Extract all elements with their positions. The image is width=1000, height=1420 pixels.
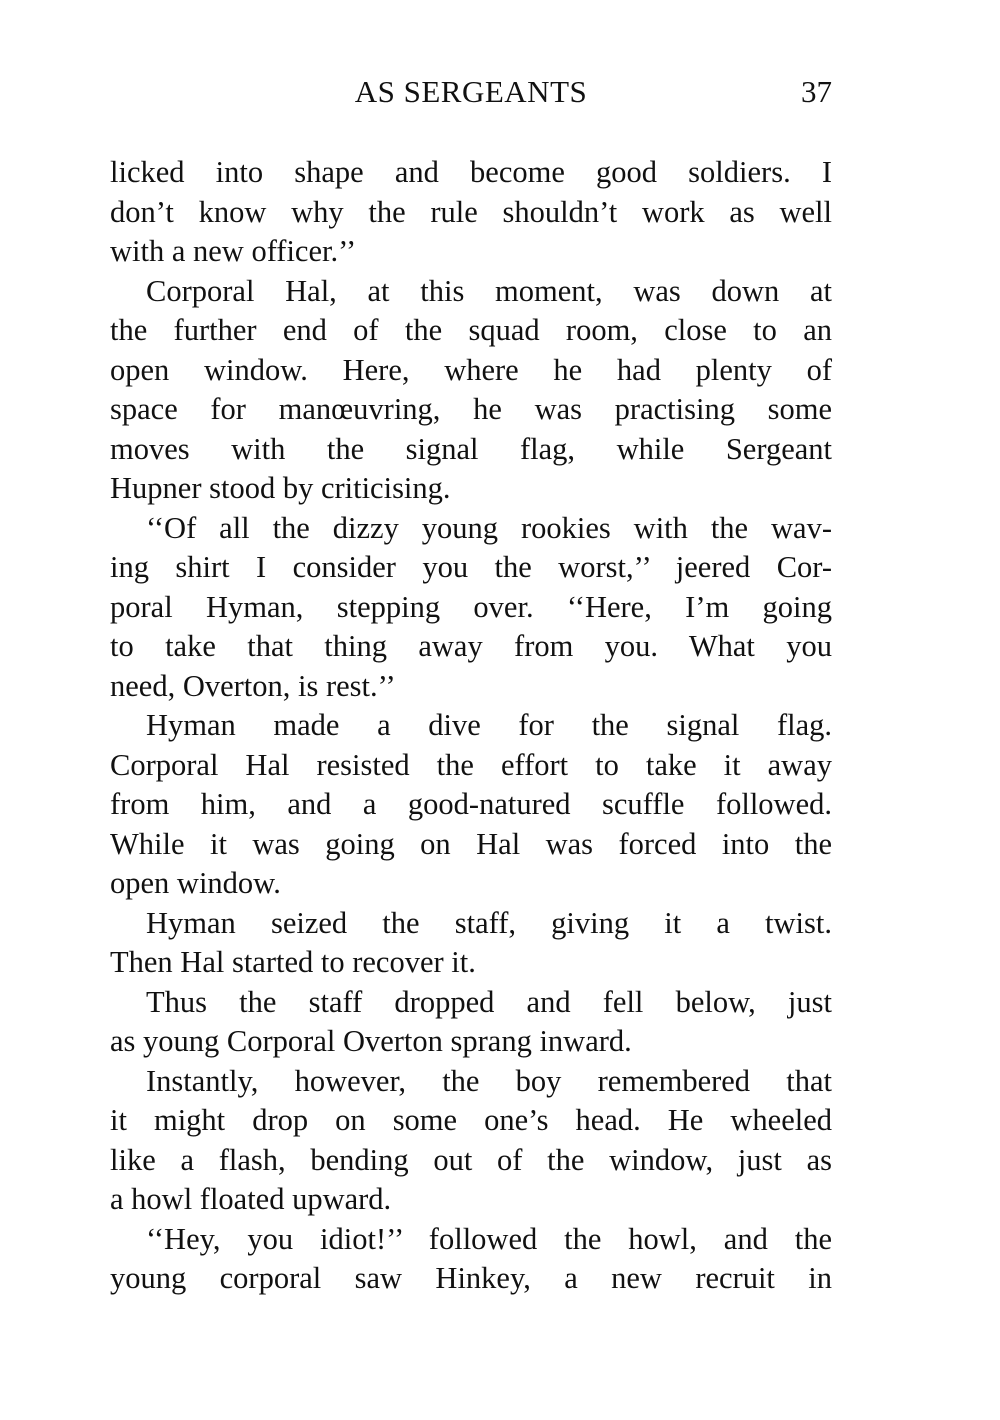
page-number: 37 [801, 74, 832, 109]
text-line: need, Overton, is rest.’’ [110, 668, 396, 703]
chapter-title: AS SERGEANTS [354, 74, 588, 109]
text-line: space for manœuvring, he was practising some [110, 392, 832, 426]
text-line: Hyman made a dive for the signal flag. [146, 708, 832, 742]
text-line: Thus the staff dropped and fell below, just [146, 984, 832, 1019]
text-line: a howl floated upward. [110, 1182, 392, 1216]
text-line: don’t know why the rule shouldn’t work as well [110, 194, 832, 229]
body-text [110, 153, 832, 1299]
text-line: open window. [110, 866, 281, 900]
text-line: open window. Here, where he had plenty of [110, 352, 832, 387]
text-line: While it was going on Hal was forced into the [110, 826, 832, 861]
text-line: with a new officer.’’ [110, 234, 357, 268]
text-line: young corporal saw Hinkey, a new recruit in [110, 1261, 832, 1295]
text-line: Hupner stood by criticising. [110, 471, 451, 505]
text-line: ‘‘Of all the dizzy young rookies with the wav- [146, 510, 832, 545]
running-head [110, 70, 832, 114]
text-line: moves with the signal flag, while Sergeant [110, 431, 832, 466]
text-line: Corporal Hal resisted the effort to take it away [110, 747, 832, 782]
text-line: from him, and a good-natured scuffle followed. [110, 787, 832, 821]
text-line: it might drop on some one’s head. He wheeled [110, 1103, 832, 1137]
text-line: Hyman seized the staff, giving it a twist. [146, 905, 832, 940]
text-line: the further end of the squad room, close to an [110, 313, 832, 347]
text-line: to take that thing away from you. What you [110, 629, 832, 663]
text-line: ‘‘Hey, you idiot!’’ followed the howl, and the [146, 1221, 832, 1256]
text-line: Instantly, however, the boy remembered that [146, 1063, 832, 1098]
text-line: Then Hal started to recover it. [110, 945, 476, 979]
text-line: Corporal Hal, at this moment, was down at [146, 273, 832, 308]
text-line: ing shirt I consider you the worst,’’ jeered Cor- [110, 550, 832, 584]
text-line: poral Hyman, stepping over. ‘‘Here, I’m going [110, 589, 832, 624]
text-line: licked into shape and become good soldiers. I [110, 155, 832, 189]
text-line: as young Corporal Overton sprang inward. [110, 1024, 632, 1058]
text-line: like a flash, bending out of the window, just as [110, 1142, 832, 1177]
